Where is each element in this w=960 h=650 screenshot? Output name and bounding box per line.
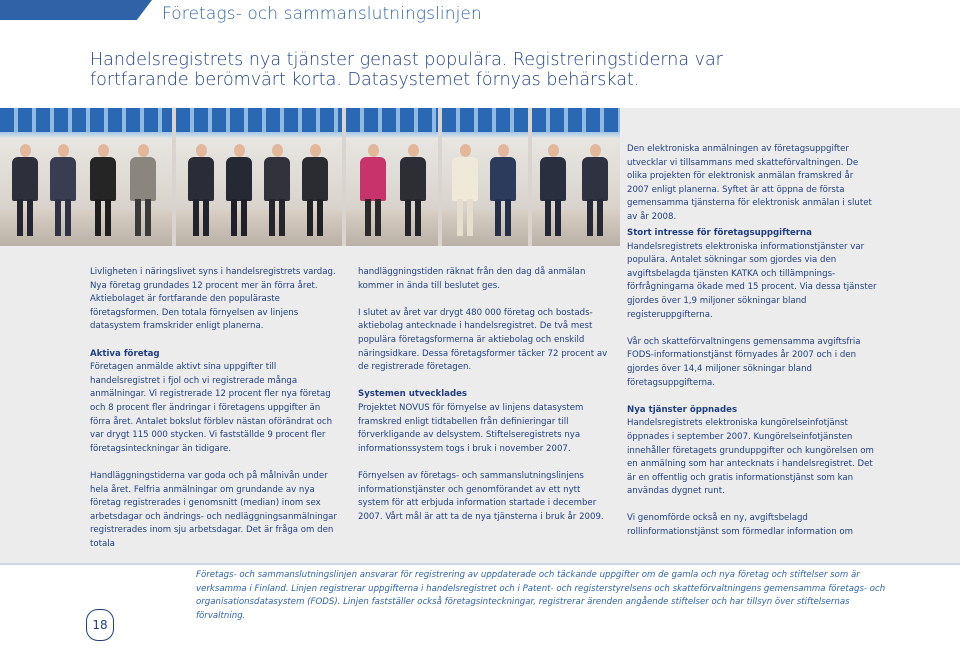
text-column-2 (358, 266, 608, 538)
paragraph: I slutet av året var drygt 480 000 företag och bostads-aktiebolag antecknade i handelsregistret. De två mest populära företagsformerna är aktiebolag och enskild näringsidkare. Dessa företagsformer täcker 72 procent av de registrerade företagen. (358, 307, 608, 373)
paragraph: Projektet NOVUS för förnyelse av linjens datasystem framskred enligt tidtabellen från definieringar till förverkligande av delsystem. Stiftelseregistrets nya informationssystem togs i bruk i november 2007. (358, 402, 584, 454)
paragraph: Den elektroniska anmälningen av företagsuppgifter utvecklar vi tillsammans med skatteförvaltningen. De olika projekten för elektronisk anmälan framskred år 2007 enligt planerna. Syftet är att öppna de första gemensamma tjänsterna för elektronisk anmälan i slutet av år 2008. (627, 144, 872, 222)
paragraph: Vi genomförde också en ny, avgiftsbelagd rollinformationstjänst som förmedlar information om (627, 513, 853, 538)
paragraph: Förnyelsen av företags- och sammanslutningslinjens informationstjänster och genomförandet av ett nytt system för att erbjuda information startade i december 2007. Vårt mål är att ta de nya tjänsterna i bruk år 2009. (358, 470, 604, 522)
paragraph: Vår och skatteförvaltningens gemensamma avgiftsfria FODS-informationstjänst förnyades år 2007 och i den gjordes över 14,4 miljoner sökningar bland företagsuppgifterna. (627, 336, 861, 388)
paragraph: handläggningstiden räknat från den dag då anmälan kommer in ända till beslutet ges. (358, 267, 586, 291)
group-photo (0, 108, 620, 246)
subheading-stort-intresse: Stort intresse för företagsuppgifterna (627, 228, 812, 238)
subheading-nya-tjanster: Nya tjänster öppnades (627, 404, 738, 415)
section-stripe (0, 0, 152, 20)
photo-panel-2 (176, 108, 342, 246)
text-column-3-intro (627, 143, 877, 238)
paragraph: Handläggningstiderna var goda och på målnivån under hela året. Felfria anmälningar om grundande av nya företag registrerades i genomsnitt (median) inom sex arbetsdagar och ändrings- och nedläggningsanmälningar registrerades inom sju arbetsdagar. Det är fråga om den totala (90, 470, 337, 549)
subheading-aktiva-foretag: Aktiva företag (90, 348, 160, 359)
photo-panel-1 (0, 108, 172, 246)
subheading-systemen-utvecklades: Systemen utvecklades (358, 389, 468, 400)
paragraph: Handelsregistrets elektroniska informationstjänster var populära. Antalet sökningar som gjordes via den avgiftsbelagda tjänsten KATKA och tillämpnings-förfrågningarna ökade med 15 procent. Via dessa tjänster gjordes över 1,9 miljoner sökningar bland registeruppgifterna. (627, 241, 877, 320)
photo-panel-3 (346, 108, 438, 246)
page-headline: Handelsregistrets nya tjänster genast populära. Registreringstiderna var fortfarande berömvärt korta. Datasystemet förnyas behärskat. (90, 50, 723, 90)
footer-text: Företags- och sammanslutningslinjen ansvarar för registrering av uppdaterade och täckande uppgifter om de gamla och nya företag och stiftelser som är verksamma i Finland. Linjen registrerar uppgifterna i handelsregistret och i Patent- och registerstyrelsens och skatteförvaltningens gemensamma företags- och organisationsdatasystem (FODS). Linjen fastställer också företagsinteckningar, registrerar ärenden angående stiftelser och har tillsyn över stiftelsernas förvaltning. (196, 570, 886, 621)
photo-panel-4 (442, 108, 528, 246)
paragraph: Handelsregistrets elektroniska kungörelseinfotjänst öppnades i september 2007. Kungörelseinfotjänsten innehåller företagets grunduppgifter och kungörelsen om en anmälning som har antecknats i handelsregistret. Det är en offentlig och gratis informationstjänst som kan användas dygnet runt. (627, 418, 874, 497)
photo-panel-5 (532, 108, 620, 246)
paragraph: Livligheten i näringslivet syns i handelsregistrets vardag. Nya företag grundades 12 procent mer än förra året. Aktiebolaget är fortfarande den populäraste företagsformen. Den totala förnyelsen av linjens datasystem framskrider enligt planerna. (90, 267, 336, 332)
section-title: Företags- och sammanslutningslinjen (162, 4, 482, 24)
text-column-1 (90, 266, 340, 565)
paragraph: Företagen anmälde aktivt sina uppgifter till handelsregistret i fjol och vi registrerade många anmälningar. Vi registrerade 12 procent fler nya företag och 8 procent fler ändringar i företagens uppgifter än förra året. Antalet bokslut förblev nästan oförändrat och var drygt 115 000 stycken. Vi fastställde 9 procent fler företagsinteckningar än tidigare. (90, 362, 333, 454)
page-number: 18 (86, 609, 114, 641)
text-column-3 (627, 227, 877, 553)
